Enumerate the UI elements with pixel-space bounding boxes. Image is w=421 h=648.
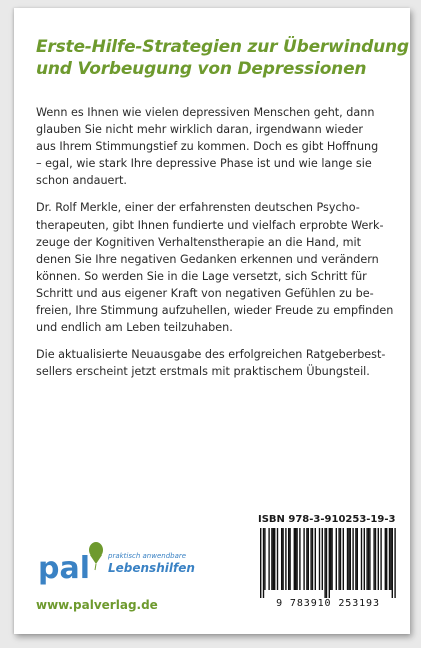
barcode-bar — [364, 528, 365, 590]
blurb-text — [36, 104, 394, 390]
publisher-logo — [38, 540, 218, 590]
blurb-line: können. So werden Sie in die Lage versetzt, sich Schritt für — [36, 269, 367, 283]
barcode-bar — [392, 528, 393, 598]
blurb-line: zeuge der Kognitiven Verhaltenstherapie an die Hand, mit — [36, 235, 361, 249]
barcode-bar — [271, 528, 272, 590]
blurb-line: Dr. Rolf Merkle, einer der erfahrensten deutschen Psycho- — [36, 201, 360, 215]
barcode-bar — [285, 528, 286, 590]
barcode-bar — [369, 528, 370, 590]
barcode-bar — [347, 528, 348, 590]
barcode-bar — [373, 528, 374, 590]
blurb-line: und endlich am Leben teilzuhaben. — [36, 321, 233, 335]
barcode-bar — [331, 528, 332, 590]
barcode-bar — [357, 528, 358, 590]
barcode-bar — [289, 528, 290, 590]
barcode-bar — [343, 528, 344, 590]
barcode-bar — [268, 528, 269, 590]
barcode-bar — [329, 528, 330, 598]
barcode-bar — [282, 528, 283, 590]
blurb-line: Schritt und aus eigener Kraft von negativen Gefühlen zu be- — [36, 286, 374, 300]
barcode-bar — [303, 528, 304, 590]
logo-wordmark — [108, 552, 195, 575]
barcode-bar — [315, 528, 316, 590]
barcode-bar — [264, 528, 265, 590]
blurb-line: – egal, wie stark Ihre depressive Phase ist und wie lange sie — [36, 157, 372, 171]
barcode-bar — [288, 528, 289, 590]
barcode-bar — [294, 528, 295, 590]
headline-line-1: Erste-Hilfe-Strategien zur Überwindung — [36, 37, 409, 57]
barcode-bar — [296, 528, 297, 590]
barcode-bar — [274, 528, 275, 590]
barcode-bar — [355, 528, 356, 590]
barcode-bar — [338, 528, 339, 590]
blurb-line: aus Ihrem Stimmungstief zu kommen. Doch es gibt Hoffnung — [36, 140, 379, 154]
barcode-digits: 9 783910 253193 — [276, 598, 380, 609]
barcode-bar — [319, 528, 320, 590]
barcode-bars — [254, 528, 402, 598]
barcode-bar — [324, 528, 325, 598]
barcode-bar — [273, 528, 274, 590]
blurb-line: denen Sie Ihre negativen Gedanken erkennen und verändern — [36, 252, 379, 266]
blurb-line: freien, Ihre Stimmung aufzuhellen, wieder Freude zu empfinden — [36, 304, 394, 318]
barcode-bar — [310, 528, 311, 590]
blurb-line: glauben Sie nicht mehr wirklich daran, irgendwann wieder — [36, 123, 363, 137]
barcode — [254, 528, 402, 616]
logo-name: Lebenshilfen — [108, 561, 195, 575]
blurb-paragraph-3 — [36, 346, 386, 380]
barcode-bar — [299, 528, 300, 590]
barcode-bar — [386, 528, 387, 590]
barcode-bar — [312, 528, 313, 590]
barcode-bar — [378, 528, 379, 590]
barcode-bar — [390, 528, 391, 590]
pal-balloon-icon — [38, 540, 108, 588]
blurb-line: Wenn es Ihnen wie vielen depressiven Menschen geht, dann — [36, 106, 375, 119]
barcode-bar — [361, 528, 362, 590]
logo-tagline: praktisch anwendbare — [108, 552, 187, 560]
blurb-line: therapeuten, gibt Ihnen fundierte und vielfach erprobte Werk- — [36, 218, 384, 232]
book-back-cover — [14, 8, 410, 634]
barcode-bar — [348, 528, 349, 590]
cover-headline — [36, 36, 409, 80]
barcode-bar — [380, 528, 381, 590]
barcode-bar — [322, 528, 323, 590]
barcode-bar — [375, 528, 376, 590]
barcode-bar — [295, 528, 296, 590]
barcode-bar — [306, 528, 307, 590]
isbn-label: ISBN 978-3-910253-19-3 — [258, 514, 396, 525]
barcode-bar — [340, 528, 341, 590]
barcode-bar — [330, 528, 331, 590]
publisher-url[interactable]: www.palverlag.de — [36, 598, 158, 612]
blurb-paragraph-2 — [36, 199, 394, 336]
blurb-paragraph-1 — [36, 104, 378, 189]
barcode-bar — [263, 528, 264, 598]
barcode-bar — [281, 528, 282, 590]
barcode-bar — [277, 528, 278, 590]
blurb-line: schon andauert. — [36, 174, 127, 188]
barcode-bar — [385, 528, 386, 590]
barcode-bar — [260, 528, 261, 598]
barcode-bar — [389, 528, 390, 590]
headline-line-2: und Vorbeugung von Depressionen — [36, 59, 367, 79]
barcode-bar — [394, 528, 395, 598]
barcode-bar — [352, 528, 353, 590]
pal-logo-mark: pal — [38, 551, 91, 586]
barcode-bar — [336, 528, 337, 590]
barcode-bar — [366, 528, 367, 590]
barcode-bar — [326, 528, 327, 598]
blurb-line: sellers erscheint jetzt erstmals mit praktischem Übungsteil. — [36, 365, 370, 379]
barcode-bar — [368, 528, 369, 590]
barcode-bar — [350, 528, 351, 590]
blurb-line: Die aktualisierte Neuausgabe des erfolgreichen Ratgeberbest- — [36, 348, 386, 362]
barcode-bar — [308, 528, 309, 590]
